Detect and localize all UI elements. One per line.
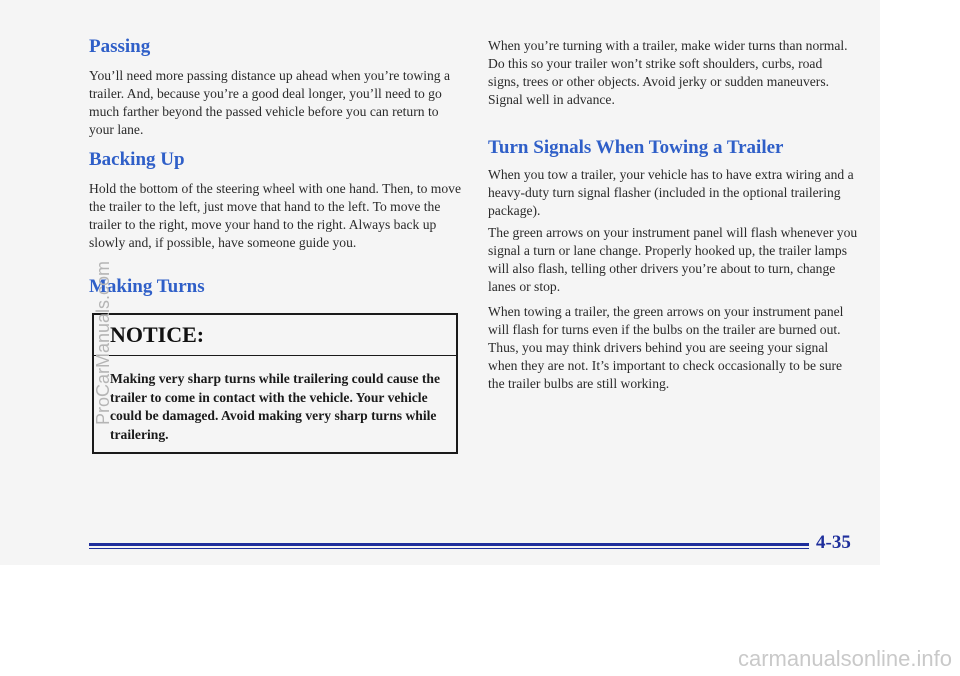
turn-signals-paragraph-1: When you tow a trailer, your vehicle has to have extra wiring and a heavy-duty turn signal flasher (included in the optional trailering package). <box>488 167 854 218</box>
backing-up-heading: Backing Up <box>89 149 185 170</box>
backing-up-paragraph: Hold the bottom of the steering wheel with one hand. Then, to move the trailer to the left, just move that hand to the left. To move the trailer to the right, move your hand to the right. Always back up slowly and, if possible, have someone guide you. <box>89 181 461 250</box>
passing-paragraph: You’ll need more passing distance up ahead when you’re towing a trailer. And, because you’re a good deal longer, you’ll need to go much farther beyond the passed vehicle before you can return to your lane. <box>89 68 451 137</box>
turning-intro-paragraph: When you’re turning with a trailer, make wider turns than normal. Do this so your trailer won’t strike soft shoulders, curbs, road signs, trees or other objects. Avoid jerky or sudden maneuvers. Signal well in advance. <box>488 38 848 107</box>
watermark-container <box>93 195 115 425</box>
footer-rule-thin <box>89 548 809 549</box>
turn-signals-paragraph-3: When towing a trailer, the green arrows on your instrument panel will flash for turns even if the bulbs on the trailer are burned out. Thus, you may think drivers behind you are seeing your signal when they are not. It’s important to check occasionally to be sure the trailer bulbs are still working. <box>488 304 844 391</box>
turn-signals-paragraph-2: The green arrows on your instrument panel will flash whenever you signal a turn or lane change. Properly hooked up, the trailer lamps will also flash, telling other drivers you’re about to turn, change lanes or stop. <box>488 225 858 294</box>
passing-heading: Passing <box>89 36 151 57</box>
notice-title: NOTICE: <box>94 315 456 356</box>
notice-box <box>92 313 458 454</box>
notice-text: Making very sharp turns while trailering could cause the trailer to come in contact with the vehicle. Your vehicle could be damaged. Avoid making very sharp turns while trailering. <box>110 371 441 442</box>
page-number: 4-35 <box>816 532 851 553</box>
making-turns-heading: Making Turns <box>89 276 205 297</box>
footer-rule <box>89 543 809 546</box>
site-url[interactable]: carmanualsonline.info <box>737 646 952 671</box>
turn-signals-heading: Turn Signals When Towing a Trailer <box>488 137 784 158</box>
watermark-text: ProCarManuals.com <box>93 260 113 425</box>
